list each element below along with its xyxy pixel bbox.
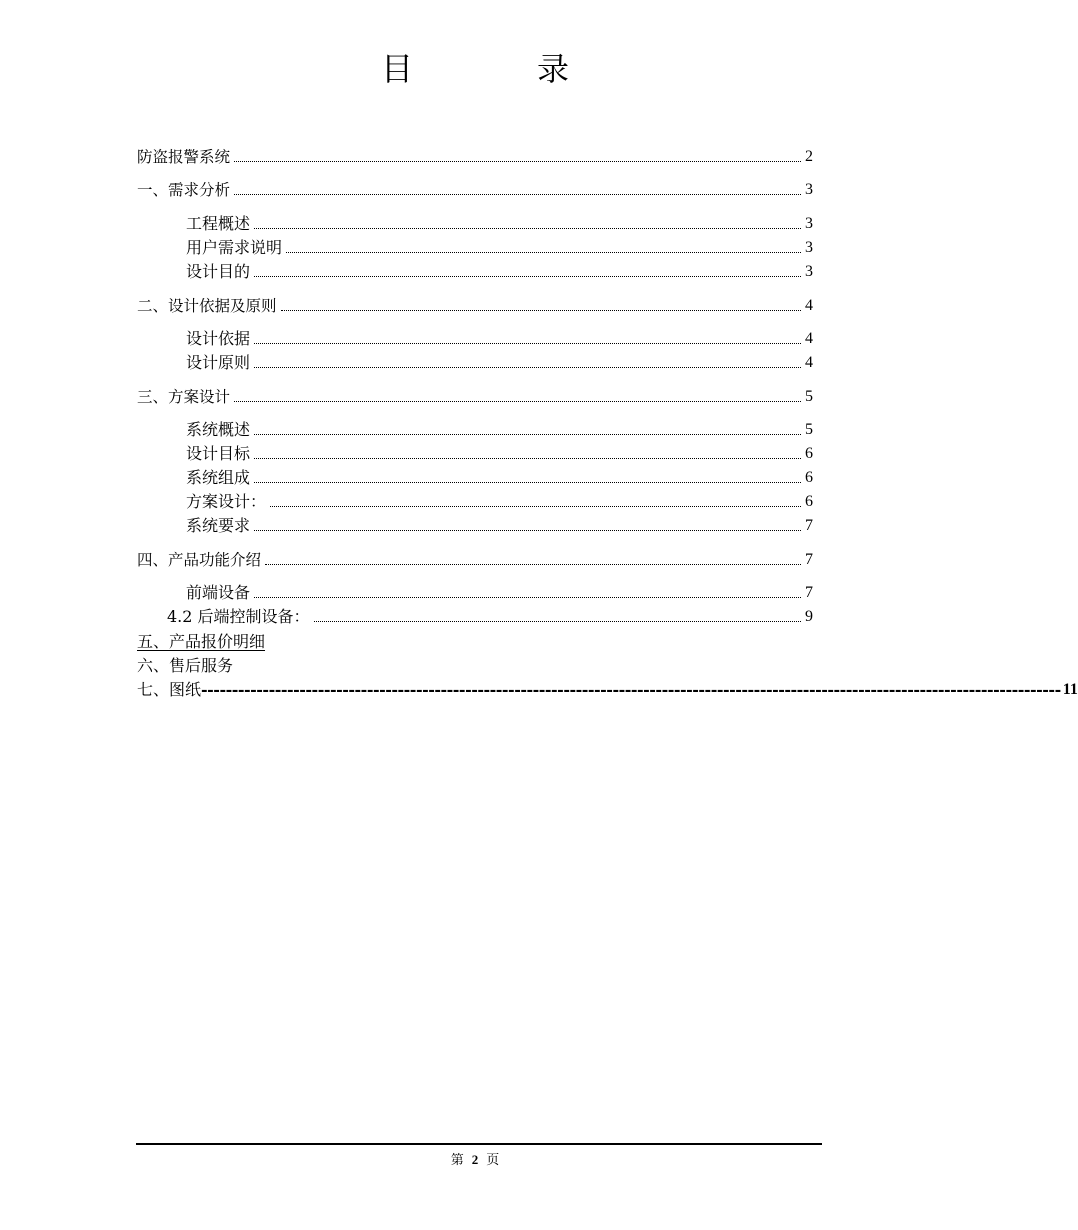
toc-entry-label: 七、图纸 bbox=[137, 680, 202, 699]
toc-entry-page: 3 bbox=[805, 239, 813, 256]
toc-leader bbox=[281, 309, 801, 311]
toc-entry[interactable] bbox=[137, 323, 813, 349]
toc-entry[interactable] bbox=[137, 232, 813, 258]
toc-entry-label: 工程概述 bbox=[186, 214, 251, 233]
toc-entry[interactable] bbox=[137, 544, 813, 570]
toc-entry-page: 6 bbox=[805, 469, 813, 486]
toc-entry-label: 系统组成 bbox=[186, 468, 251, 487]
toc-entry-page: 4 bbox=[805, 354, 813, 371]
toc-entry-page: 5 bbox=[805, 388, 813, 405]
toc-entry[interactable] bbox=[137, 601, 813, 627]
toc-entry-label: 三、方案设计 bbox=[137, 388, 231, 406]
toc-leader bbox=[234, 193, 801, 195]
toc-entry-label: 4.2 后端控制设备： bbox=[167, 607, 310, 626]
toc-entry-page: 7 bbox=[805, 551, 813, 568]
toc-leader bbox=[254, 457, 801, 459]
toc-entry-label: 一、需求分析 bbox=[137, 181, 231, 199]
toc-entry-page: 7 bbox=[805, 517, 813, 534]
toc-leader bbox=[254, 275, 801, 277]
toc-entry[interactable] bbox=[137, 290, 813, 316]
toc-leader bbox=[254, 342, 801, 344]
toc-entry-page: 7 bbox=[805, 584, 813, 601]
toc-entry[interactable] bbox=[137, 438, 813, 464]
toc-entry-page: 3 bbox=[805, 215, 813, 232]
toc-leader bbox=[234, 160, 801, 162]
toc-entry-label: 系统要求 bbox=[186, 516, 251, 535]
toc-entry[interactable] bbox=[137, 674, 1078, 700]
toc-entry-page: 11 bbox=[1062, 681, 1078, 698]
toc-entry[interactable] bbox=[137, 414, 813, 440]
toc-entry[interactable] bbox=[137, 381, 813, 407]
footer-prefix: 第 bbox=[450, 1152, 464, 1167]
toc-leader bbox=[254, 529, 801, 531]
toc-entry-label: 设计目标 bbox=[186, 444, 251, 463]
toc-leader: -------------------------------------------------------------------------------------------------------------------------------------------- bbox=[201, 680, 1061, 699]
toc-entry-label: 设计目的 bbox=[186, 262, 251, 281]
toc-entry[interactable] bbox=[137, 174, 813, 200]
toc-entry-label: 设计原则 bbox=[186, 353, 251, 372]
toc-entry-page: 3 bbox=[805, 181, 813, 198]
toc-leader bbox=[286, 251, 801, 253]
toc-entry-page: 4 bbox=[805, 297, 813, 314]
toc-leader bbox=[265, 563, 801, 565]
toc-entry[interactable] bbox=[137, 208, 813, 234]
toc-entry[interactable] bbox=[137, 462, 813, 488]
toc-leader bbox=[234, 400, 801, 402]
toc-entry-label: 用户需求说明 bbox=[186, 238, 283, 257]
toc-entry-label: 二、设计依据及原则 bbox=[137, 297, 277, 315]
toc-entry-label: 防盗报警系统 bbox=[137, 148, 231, 166]
page-footer bbox=[0, 1149, 950, 1168]
toc-leader bbox=[254, 433, 801, 435]
page-title: 目 录 bbox=[380, 50, 615, 88]
toc-leader bbox=[254, 366, 801, 368]
toc-entry-label: 设计依据 bbox=[186, 329, 251, 348]
toc-entry-page: 5 bbox=[805, 421, 813, 438]
toc-entry[interactable] bbox=[137, 650, 813, 676]
toc-entry-label: 前端设备 bbox=[186, 583, 251, 602]
toc-entry[interactable] bbox=[137, 141, 813, 167]
toc-entry-label: 六、售后服务 bbox=[137, 656, 234, 675]
toc-entry-label: 系统概述 bbox=[186, 420, 251, 439]
toc-entry-page: 3 bbox=[805, 263, 813, 280]
toc-entry[interactable] bbox=[137, 626, 813, 652]
footer-divider bbox=[136, 1143, 822, 1145]
toc-entry-page: 4 bbox=[805, 330, 813, 347]
toc-leader bbox=[254, 227, 801, 229]
toc-entry-label: 方案设计： bbox=[186, 492, 267, 511]
toc-entry[interactable] bbox=[137, 486, 813, 512]
toc-leader bbox=[254, 481, 801, 483]
toc-entry[interactable] bbox=[137, 577, 813, 603]
footer-page-number: 2 bbox=[471, 1152, 479, 1167]
toc-leader bbox=[254, 596, 801, 598]
toc-entry-page: 2 bbox=[805, 148, 813, 165]
toc-entry-page: 6 bbox=[805, 493, 813, 510]
toc-entry[interactable] bbox=[137, 256, 813, 282]
toc-entry[interactable] bbox=[137, 510, 813, 536]
toc-entry-page: 9 bbox=[805, 608, 813, 625]
toc-entry-label: 五、产品报价明细 bbox=[137, 632, 266, 651]
footer-suffix: 页 bbox=[486, 1152, 500, 1167]
toc-leader bbox=[270, 505, 801, 507]
toc-entry-page: 6 bbox=[805, 445, 813, 462]
toc-leader bbox=[314, 620, 801, 622]
toc-entry[interactable] bbox=[137, 347, 813, 373]
toc-entry-label: 四、产品功能介绍 bbox=[137, 551, 262, 569]
